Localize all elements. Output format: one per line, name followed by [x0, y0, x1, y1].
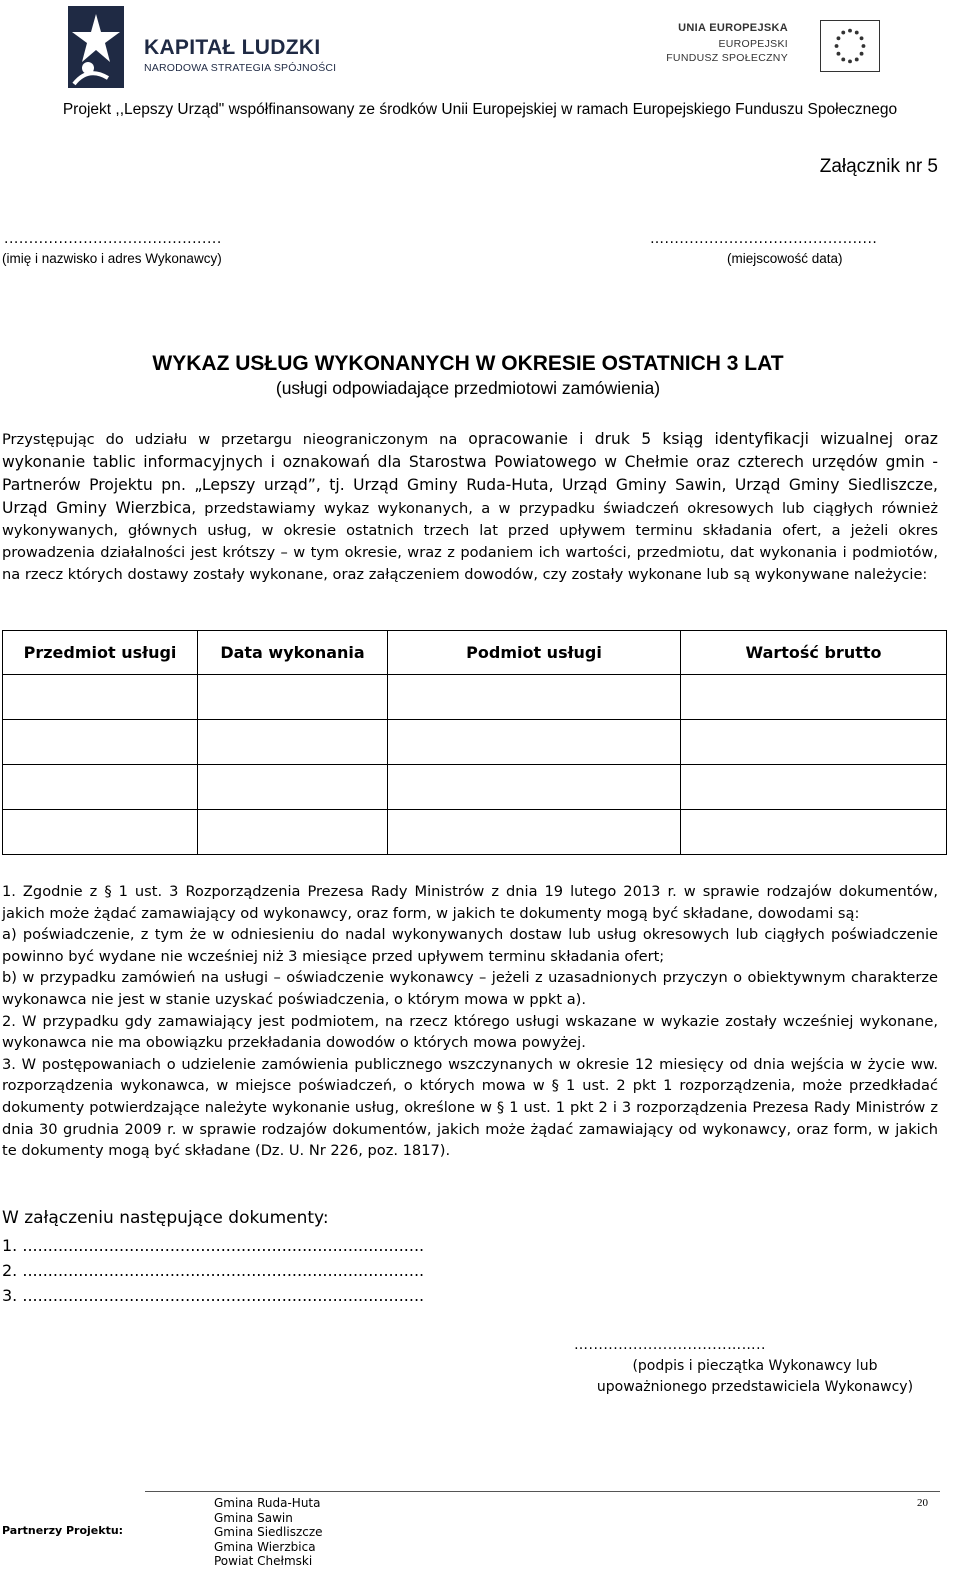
- col-header-date: Data wykonania: [198, 631, 388, 675]
- eu-logo-line3: FUNDUSZ SPOŁECZNY: [666, 52, 788, 64]
- attachment-line-2[interactable]: 2. ...............................................................................: [2, 1261, 425, 1280]
- signature-caption: [560, 1356, 950, 1398]
- signature-dots: …............................……..: [574, 1337, 767, 1353]
- page-number: 20: [917, 1497, 928, 1509]
- kl-logo-subtitle: NARODOWA STRATEGIA SPÓJNOŚCI: [144, 62, 337, 74]
- eu-logo-line2: EUROPEJSKI: [718, 38, 788, 50]
- table-cell[interactable]: [3, 810, 198, 855]
- document-title: WYKAZ USŁUG WYKONANYCH W OKRESIE OSTATNICH 3 LAT: [152, 352, 784, 375]
- signature-caption-line1: (podpis i pieczątka Wykonawcy lub: [632, 1358, 878, 1374]
- attachments-title: W załączeniu następujące dokumenty:: [2, 1208, 329, 1228]
- table-row: [3, 810, 947, 855]
- intro-part-3: , przedstawiamy wykaz wykonanych, a w przypadku świadczeń okresowych lub ciągłych również wykonywanych, głównych usług, w okresie ostatnich trzech lat przed upływem terminu składania ofert, a jeżeli okres prowadzenia działalności jest krótszy – w tym okresie, wraz z podaniem ich wartości, przedmiotu, dat wykonania i podmiotów, na rzecz których dostawy zostały wykonane, oraz załączeniem dowodów, czy zostały wykonane lub są wykonywane należycie:: [2, 500, 938, 583]
- contractor-dots: ............................................: [4, 231, 222, 247]
- partner-item: Powiat Chełmski: [214, 1554, 313, 1568]
- partner-item: Gmina Wierzbica: [214, 1539, 316, 1554]
- partner-item: Gmina Siedliszcze: [214, 1525, 323, 1539]
- table-cell[interactable]: [198, 720, 388, 765]
- note-1b: b) w przypadku zamówień na usługi – oświadczenie wykonawcy – jeżeli z uzasadnionych przyczyn o obiektywnym charakterze wykonawca nie jest w stanie uzyskać poświadczenia, o którym mowa w ppkt a).: [2, 969, 938, 1008]
- eu-logo: [650, 20, 880, 76]
- table-cell[interactable]: [681, 720, 947, 765]
- table-cell[interactable]: [388, 765, 681, 810]
- eu-flag-icon: [820, 20, 880, 72]
- place-date-dots: …...........................................: [650, 231, 878, 247]
- note-3: 3. W postępowaniach o udzielenie zamówienia publicznego wszczynanych w okresie 12 miesięcy od dnia wejścia w życie ww. rozporządzenia wykonawca, w miejsce poświadczeń, o których mowa w § 1 ust. 2 pkt 1 rozporządzenia, może przedkładać dokumenty potwierdzające należyte wykonanie usług, określone w § 1 ust. 1 pkt 2 i 3 rozporządzenia Prezesa Rady Ministrów z dnia 30 grudnia 2009 r. w sprawie rodzajów dokumentów, jakich może żądać zamawiający od wykonawcy, oraz form, w jakich te dokumenty mogą być składane (Dz. U. Nr 226, poz. 1817).: [2, 1055, 938, 1160]
- attachment-line-3[interactable]: 3. ...............................................................................: [2, 1286, 425, 1305]
- table-cell[interactable]: [3, 720, 198, 765]
- table-cell[interactable]: [388, 810, 681, 855]
- table-cell[interactable]: [198, 675, 388, 720]
- document-subtitle: (usługi odpowiadające przedmiotowi zamówienia): [275, 378, 661, 398]
- table-cell[interactable]: [3, 765, 198, 810]
- table-cell[interactable]: [198, 810, 388, 855]
- col-header-recipient: Podmiot usługi: [388, 631, 681, 675]
- annex-label: Załącznik nr 5: [819, 156, 938, 177]
- intro-part-1: Przystępując do udziału w przetargu nieograniczonym na: [2, 431, 469, 448]
- col-header-value: Wartość brutto: [681, 631, 947, 675]
- table-row: [3, 720, 947, 765]
- table-row: [3, 765, 947, 810]
- eu-logo-line1: UNIA EUROPEJSKA: [678, 22, 788, 34]
- table-cell[interactable]: [388, 675, 681, 720]
- table-row: [3, 675, 947, 720]
- partner-item: Gmina Sawin: [214, 1510, 293, 1525]
- table-cell[interactable]: [3, 675, 198, 720]
- table-cell[interactable]: [388, 720, 681, 765]
- footer-divider: [145, 1491, 940, 1492]
- project-line: Projekt ,,Lepszy Urząd" współfinansowany ze środków Unii Europejskiej w ramach Europejskiego Funduszu Społecznego: [62, 101, 898, 118]
- contractor-caption: (imię i nazwisko i adres Wykonawcy): [2, 251, 222, 266]
- intro-part-2: opracowanie i druk 5 ksiąg identyfikacji wizualnej oraz wykonanie tablic informacyjnych i oznakowań dla Starostwa Powiatowego w Chełmie oraz czterech urzędów gmin - Partnerów Projektu pn. „Lepszy urząd”, tj. Urząd Gminy Ruda-Huta, Urząd Gminy Sawin, Urząd Gminy Siedliszcze, Urząd Gminy Wierzbica: [2, 430, 938, 517]
- attachment-line-1[interactable]: 1. ...............................................................................: [2, 1236, 425, 1255]
- table-cell[interactable]: [198, 765, 388, 810]
- notes-section: [2, 881, 938, 1162]
- intro-paragraph: [2, 428, 938, 586]
- signature-caption-line2: upoważnionego przedstawiciela Wykonawcy): [596, 1379, 914, 1395]
- table-header-row: [3, 631, 947, 675]
- table-cell[interactable]: [681, 765, 947, 810]
- note-2: 2. W przypadku gdy zamawiający jest podmiotem, na rzecz którego usługi wskazane w wykazie zostały wcześniej wykonane, wykonawca nie ma obowiązku przekładania dowodów o których mowa powyżej.: [2, 1012, 938, 1052]
- note-1: 1. Zgodnie z § 1 ust. 3 Rozporządzenia Prezesa Rady Ministrów z dnia 19 lutego 2013 r. w sprawie rodzajów dokumentów, jakich może żądać zamawiający od wykonawcy, oraz form, w jakich te dokumenty mogą być składane, dowodami są:: [2, 883, 938, 922]
- place-date-caption: (miejscowość data): [727, 251, 843, 266]
- services-table: [2, 630, 947, 855]
- note-1a: a) poświadczenie, z tym że w odniesieniu do nadal wykonywanych dostaw lub usług okresowych lub ciągłych poświadczenie powinno być wydane nie wcześniej niż 3 miesiące przed upływem terminu składania ofert;: [2, 926, 938, 965]
- kapital-ludzki-star-icon: [68, 6, 124, 88]
- table-cell[interactable]: [681, 810, 947, 855]
- partner-item: Gmina Ruda-Huta: [214, 1496, 321, 1510]
- kl-logo-name: KAPITAŁ LUDZKI: [144, 36, 321, 59]
- table-cell[interactable]: [681, 675, 947, 720]
- partners-label: Partnerzy Projektu:: [2, 1524, 124, 1537]
- kapital-ludzki-logo: [68, 6, 338, 90]
- partners-list: [214, 1496, 323, 1569]
- col-header-subject: Przedmiot usługi: [3, 631, 198, 675]
